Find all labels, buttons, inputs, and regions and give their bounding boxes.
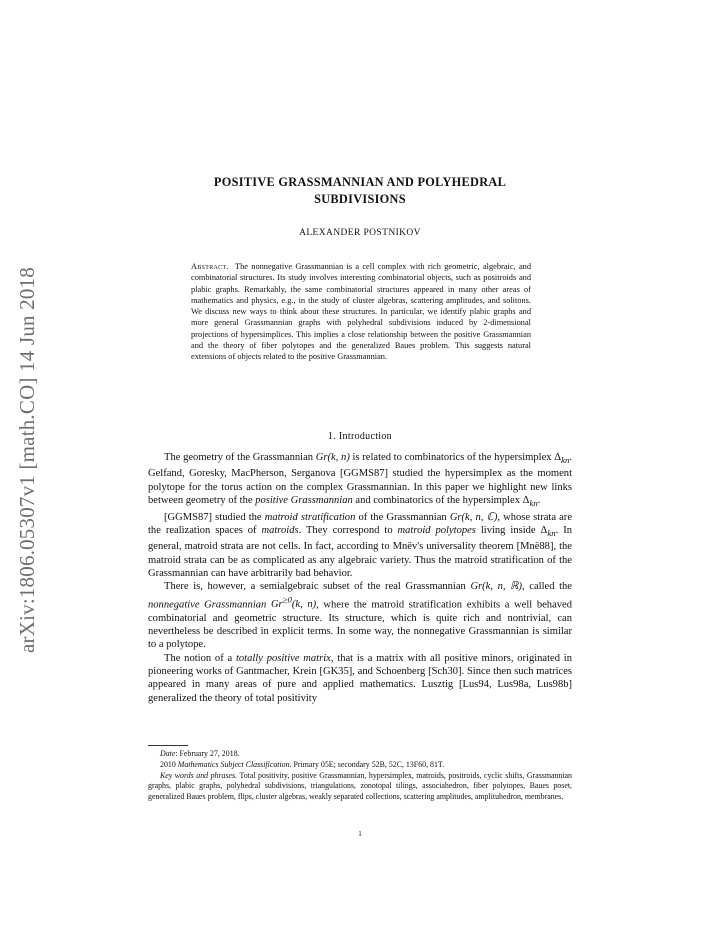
emphasis: totally positive matrix xyxy=(235,652,331,664)
math-gr-complex: Gr(k, n, ℂ) xyxy=(449,511,498,523)
title-line-1: POSITIVE GRASSMANNIAN AND POLYHEDRAL xyxy=(213,175,507,189)
title-line-2: SUBDIVISIONS xyxy=(314,192,406,206)
math-hypersimplex: $\Delta_{kn}$ xyxy=(522,495,538,509)
emphasis: matroid stratification xyxy=(264,511,356,523)
arxiv-stamp: arXiv:1806.05307v1 [math.CO] 14 Jun 2018 xyxy=(15,267,39,653)
paragraph-2: [GGMS87] studied the matroid stratification of the Grassmannian Gr(k, n, ℂ), whose strata are the realization spaces of matroids. They correspond to matroid polytopes living inside $\Delta_{kn}$. In general, matroid strata are not cells. In fact, according to Mnëv's universality theorem [Mnë88], the matroid strata can be as complicated as any algebraic variety. Thus the matroid stratification of the Grassmannian can have arbitrarily bad behavior. xyxy=(148,511,572,580)
paper-title xyxy=(160,174,560,208)
emphasis: matroid polytopes xyxy=(397,524,476,536)
footnote-date: Date: February 27, 2018. xyxy=(160,749,240,758)
abstract-heading: Abstract. xyxy=(191,262,229,271)
math-gr-nonneg: $Gr^{\ge 0}(k$, n) xyxy=(270,594,317,611)
abstract xyxy=(191,261,531,363)
emphasis: positive Grassmannian xyxy=(255,495,353,507)
paragraph-4: The notion of a totally positive matrix, that is a matrix with all positive minors, originated in pioneering works of Gantmacher, Krein [GK35], and Schoenberg [Sch30]. Since then such matrices appeared in many areas of pure and applied mathematics. Lusztig [Lus94, Lus98a, Lus98b] generalized the theory of total positivity xyxy=(148,652,572,704)
abstract-text: The nonnegative Grassmannian is a cell complex with rich geometric, algebraic, and combinatorial structures. Its study involves interesting combinatorial objects, such as positroids and plabic graphs. Remarkably, the same combinatorial structures appeared in many other areas of mathematics and physics, e.g., in the study of cluster algebras, scattering amplitudes, and solitons. We discuss new ways to think about these structures. In particular, we identify plabic graphs and more general Grassmannian graphs with polyhedral subdivisions induced by 2-dimensional projections of hypersimplices. This implies a close relationship between the positive Grassmannian and the theory of fiber polytopes and the generalized Baues problem. This suggests natural extensions of objects related to the positive Grassmannian. xyxy=(191,262,531,362)
emphasis: nonnegative Grassmannian xyxy=(148,599,267,611)
footnote-rule xyxy=(148,745,188,746)
math-hypersimplex: $\Delta_{kn}$ xyxy=(554,452,570,466)
footnote-msc: 2010 Mathematics Subject Classification. Primary 05E; secondary 52B, 52C, 13F60, 81T. xyxy=(160,759,445,769)
section-heading: 1. Introduction xyxy=(328,431,392,442)
math-hypersimplex: $\Delta_{kn}$ xyxy=(540,524,556,539)
body-text xyxy=(148,451,572,705)
math-gr-real: Gr(k, n, ℝ) xyxy=(470,581,523,593)
author: ALEXANDER POSTNIKOV xyxy=(299,228,421,238)
math-gr: Gr(k, n) xyxy=(315,452,350,463)
emphasis: matroids xyxy=(261,524,299,536)
page-number: 1 xyxy=(358,829,362,838)
paragraph-1: The geometry of the Grassmannian Gr(k, n) is related to combinatorics of the hypersimplex $\Delta_{kn}$. Gelfand, Goresky, MacPherson, Serganova [GGMS87] studied the hypersimplex as the moment polytope for the torus action on the complex Grassmannian. In this paper we highlight new links between geometry of the positive Grassmannian and combinatorics of the hypersimplex $\Delta_{kn}$. xyxy=(148,452,572,509)
footnote-keywords: Key words and phrases. Total positivity, positive Grassmannian, hypersimplex, matroids, positroids, cyclic shifts, Grassmannian graphs, plabic graphs, polyhedral subdivisions, triangulations, zonotopal tilings, associahedron, fiber polytopes, Baues poset, generalized Baues problem, flips, cluster algebras, weakly separated collections, scattering amplitudes, amplituhedron, membranes. xyxy=(148,770,573,802)
paragraph-3: There is, however, a semialgebraic subset of the real Grassmannian Gr(k, n, ℝ), called the nonnegative Grassmannian $Gr^{\ge 0}(k$, n), where the matroid stratification exhibits a well behaved combinatorial and geometric structure. Its structure, which is quite rich and nontrivial, can nevertheless be described in explicit terms. In some way, the nonnegative Grassmannian is similar to a polytope. xyxy=(148,581,572,651)
footnotes xyxy=(148,749,572,803)
